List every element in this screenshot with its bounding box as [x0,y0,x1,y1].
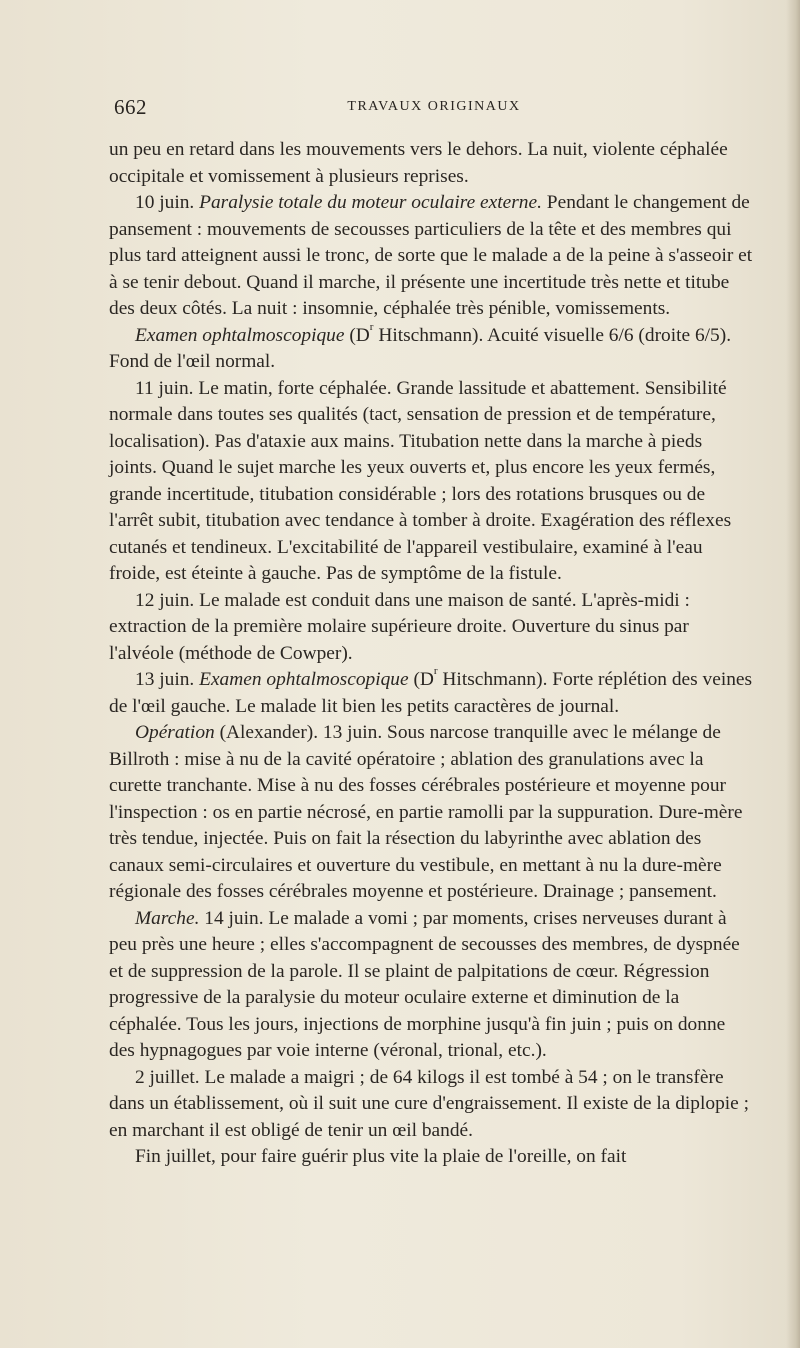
page-header [114,95,754,121]
running-head: TRAVAUX ORIGINAUX [347,99,521,114]
paragraph-july-2: 2 juillet. Le malade a maigri ; de 64 kilogs il est tombé à 54 ; on le transfère dans un établissement, où il suit une cure d'engraissement. Il existe de la diplopie ; en marchant il est obligé de tenir un œil bandé. [109,1066,749,1141]
paragraph-june-12: 12 juin. Le malade est conduit dans une maison de santé. L'après-midi : extraction de la première molaire supérieure droite. Ouverture du sinus par l'alvéole (méthode de Cowper). [109,589,690,664]
paragraph-course: Marche. 14 juin. Le malade a vomi ; par moments, crises nerveuses durant à peu près une heure ; elles s'accompagnent de secousses des membres, de dyspnée et de suppression de la parole. Il se plaint de palpitations de cœur. Régression progressive de la paralysie du moteur oculaire externe et diminution de la céphalée. Tous les jours, injections de morphine jusqu'à fin juin ; puis on donne des hypnagogues par voie interne (véronal, trional, etc.). [109,907,740,1061]
paragraph-june-10: 10 juin. Paralysie totale du moteur oculaire externe. Pendant le changement de pansement : mouvements de secousses particuliers de la tête et des membres qui plus tard atteignent aussi le tronc, de sorte que le malade a de la peine à s'asseoir et à se tenir debout. Quand il marche, il présente une incertitude très nette et titube des deux côtés. La nuit : insomnie, céphalée très pénible, vomissements. [109,192,753,319]
paragraph-june-13-exam: 13 juin. Examen ophtalmoscopique ($D^r$ Hitschmann). Forte réplétion des veines de l'œil gauche. Le malade lit bien les petits caractères de journal. [109,665,753,717]
page-number: 662 [114,95,147,119]
body-text [109,137,754,1171]
paragraph-operation: Opération (Alexander). 13 juin. Sous narcose tranquille avec le mélange de Billroth : mise à nu de la cavité opératoire ; ablation des granulations avec la curette tranchante. Mise à nu des fosses cérébrales postérieure et moyenne pour l'inspection : os en partie nécrosé, en partie ramolli par la suppuration. Dure-mère très tendue, injectée. Puis on fait la résection du labyrinthe avec ablation des canaux semi-circulaires et ouverture du vestibule, en mettant à nu la dure-mère régionale des fosses cérébrales moyenne et postérieure. Drainage ; pansement. [109,722,743,902]
paragraph-ophthalmoscopic-exam-1: Examen ophtalmoscopique ($D^r$ Hitschmann). Acuité visuelle 6/6 (droite 6/5). Fond de l'œil normal. [109,320,732,372]
italic-heading: Examen ophtalmoscopique [135,324,345,346]
italic-heading: Examen ophtalmoscopique [199,669,409,690]
paragraph-june-11: 11 juin. Le matin, forte céphalée. Grande lassitude et abattement. Sensibilité normale dans toutes ses qualités (tact, sensation de pression et de température, localisation). Pas d'ataxie aux mains. Titubation nette dans la marche à pieds joints. Quand le sujet marche les yeux ouverts et, plus encore les yeux fermés, grande incertitude, titubation considérable ; lors des rotations brusques ou de l'arrêt subit, titubation avec tendance à tomber à droite. Exagération des réflexes cutanés et tendineux. L'excitabilité de l'appareil vestibulaire, examiné à l'eau froide, est éteinte à gauche. Pas de symptôme de la fistule. [109,377,732,584]
italic-heading: Paralysie totale du moteur oculaire externe. [199,192,542,213]
italic-heading: Opération [135,722,215,743]
paragraph-end-july: Fin juillet, pour faire guérir plus vite la plaie de l'oreille, on fait [135,1146,627,1167]
page-edge-shadow [786,0,800,1348]
paragraph-continuation: un peu en retard dans les mouvements vers le dehors. La nuit, violente céphalée occipitale et vomissement à plusieurs reprises. [109,139,728,187]
italic-heading: Marche. [135,907,200,929]
